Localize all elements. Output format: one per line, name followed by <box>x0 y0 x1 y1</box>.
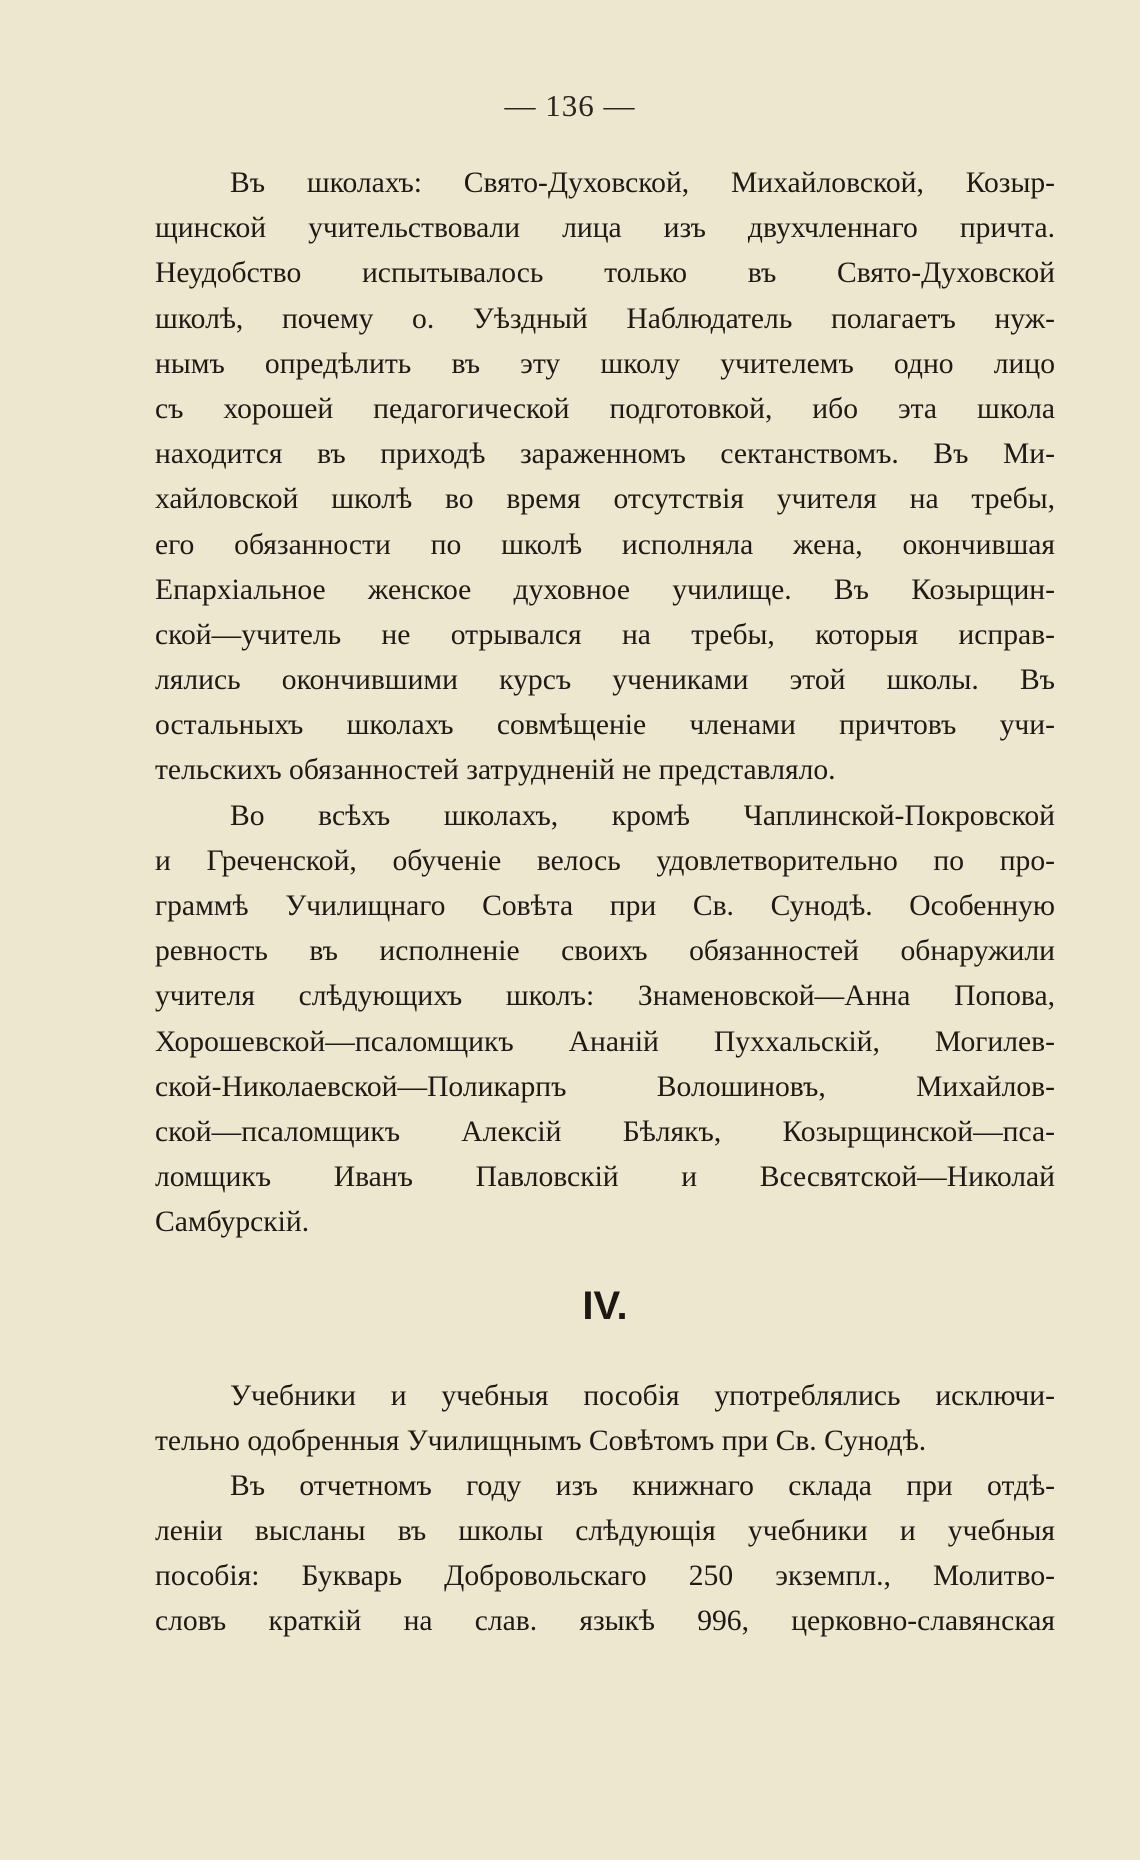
text-line: словъ краткій на слав. языкѣ 996, церковно-славянская <box>155 1605 1055 1638</box>
text-line: его обязанности по школѣ исполняла жена, окончившая <box>155 528 1055 561</box>
section-heading: IV. <box>582 1283 628 1328</box>
text-line: школѣ, почему о. Уѣздный Наблюдатель полагаетъ нуж- <box>155 302 1055 335</box>
page-body <box>155 161 1055 1645</box>
text-line: Въ отчетномъ году изъ книжнаго склада при отдѣ- <box>230 1469 1055 1502</box>
text-line: ской—учитель не отрывался на требы, которыя исправ- <box>155 618 1055 651</box>
text-line: пособія: Букварь Добровольскаго 250 экземпл., Молитво- <box>155 1560 1055 1593</box>
text-line: тельно одобренныя Училищнымъ Совѣтомъ при Св. Сунодѣ. <box>155 1424 927 1457</box>
text-line: находится въ приходѣ зараженномъ сектанствомъ. Въ Ми- <box>155 438 1055 471</box>
text-line: ской—псаломщикъ Алексій Бѣлякъ, Козырщинской—пса- <box>155 1115 1055 1148</box>
page-number: — 136 — <box>504 88 636 123</box>
text-line: Въ школахъ: Свято-Духовской, Михайловской, Козыр- <box>230 167 1055 199</box>
text-line: лялись окончившими курсъ учениками этой школы. Въ <box>155 664 1055 697</box>
text-line: тельскихъ обязанностей затрудненій не представляло. <box>155 754 836 787</box>
text-line: ревность въ исполненіе своихъ обязанностей обнаружили <box>155 935 1055 968</box>
text-line: Во всѣхъ школахъ, кромѣ Чаплинской-Покровской <box>230 799 1055 832</box>
paragraph <box>155 794 1055 1246</box>
text-line: леніи высланы въ школы слѣдующія учебники и учебныя <box>155 1515 1055 1548</box>
text-line: учителя слѣдующихъ школъ: Знаменовской—Анна Попова, <box>155 980 1055 1013</box>
text-line: щинской учительствовали лица изъ двухчленнаго причта. <box>155 212 1055 245</box>
text-line: остальныхъ школахъ совмѣщеніе членами причтовъ учи- <box>155 709 1055 742</box>
text-line: нымъ опредѣлить въ эту школу учителемъ одно лицо <box>155 347 1055 380</box>
text-line: Епархіальное женское духовное училище. Въ Козырщин- <box>155 573 1055 606</box>
text-line: съ хорошей педагогической подготовкой, ибо эта школа <box>155 392 1055 425</box>
text-line: Неудобство испытывалось только въ Свято-Духовской <box>155 257 1055 290</box>
text-line: хайловской школѣ во время отсутствія учителя на требы, <box>155 483 1055 516</box>
text-line: и Греченской, обученіе велось удовлетворительно по про- <box>155 844 1055 877</box>
text-line: Учебники и учебныя пособія употреблялись исключи- <box>230 1379 1055 1412</box>
text-line: ской-Николаевской—Поликарпъ Волошиновъ, Михайлов- <box>155 1070 1055 1103</box>
text-line: Самбурскій. <box>155 1206 310 1239</box>
paragraph <box>155 1464 1055 1645</box>
paragraph <box>155 1374 1055 1464</box>
text-line: граммѣ Училищнаго Совѣта при Св. Сунодѣ. Особенную <box>155 890 1055 922</box>
text-line: ломщикъ Иванъ Павловскій и Всесвятской—Николай <box>155 1161 1055 1194</box>
paragraph <box>155 161 1055 794</box>
text-line: Хорошевской—псаломщикъ Ананій Пуххальскій, Могилев- <box>155 1025 1055 1058</box>
